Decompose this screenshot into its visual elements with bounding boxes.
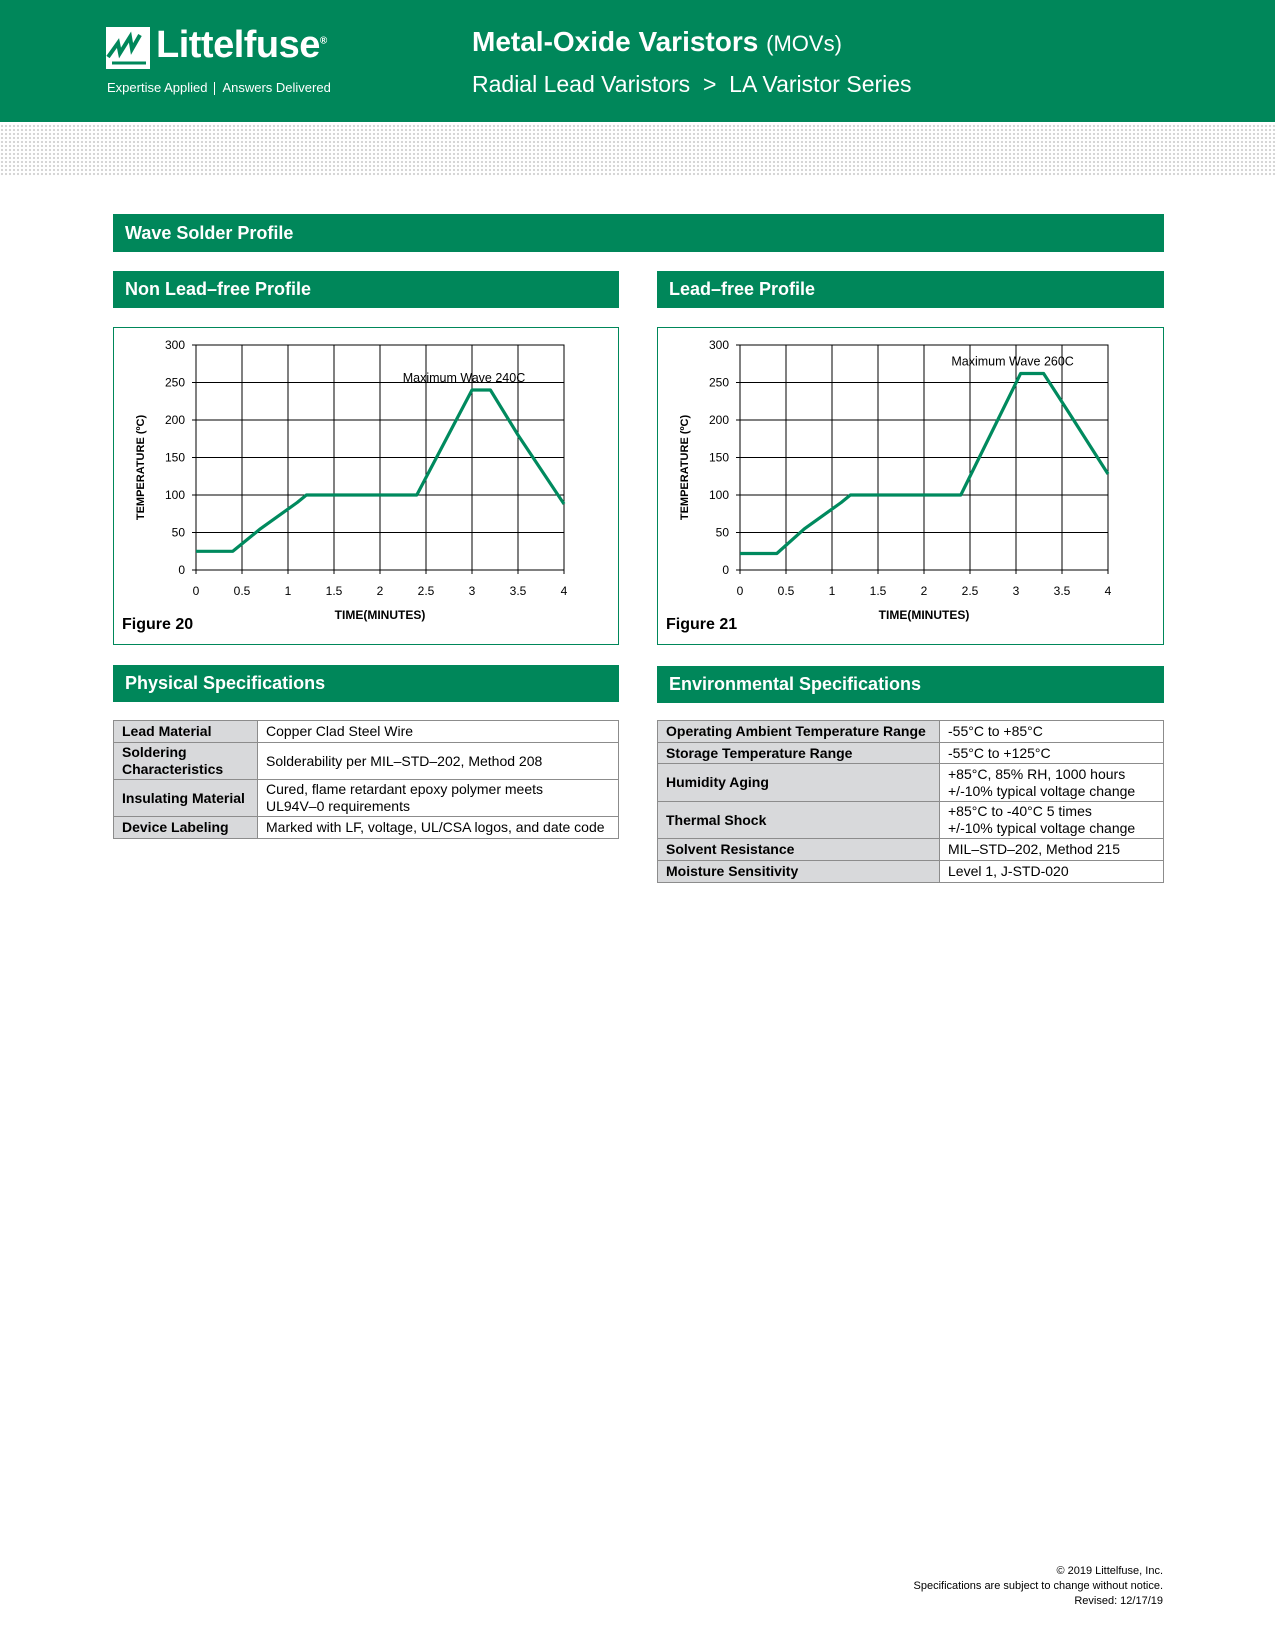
spec-key: Moisture Sensitivity — [658, 861, 940, 883]
x-tick-label: 3.5 — [1053, 584, 1071, 598]
x-tick-label: 3 — [1012, 584, 1020, 598]
x-tick-label: 0.5 — [233, 584, 251, 598]
chart-lead-free — [657, 327, 1164, 645]
y-tick-label: 100 — [708, 488, 729, 502]
spec-value: Level 1, J-STD-020 — [940, 861, 1164, 883]
spec-key: Soldering Characteristics — [114, 743, 258, 780]
table-row — [658, 764, 1164, 802]
spec-key: Insulating Material — [114, 780, 258, 817]
section-lead-free: Lead–free Profile — [657, 271, 1164, 308]
x-tick-label: 0 — [192, 584, 200, 598]
section-wave-solder: Wave Solder Profile — [113, 214, 1164, 252]
x-tick-label: 1 — [828, 584, 836, 598]
spec-key: Device Labeling — [114, 817, 258, 839]
spec-value: -55°C to +85°C — [940, 721, 1164, 743]
spec-value: Copper Clad Steel Wire — [258, 721, 619, 743]
disclaimer: Specifications are subject to change without notice. — [913, 1580, 1163, 1592]
spec-key: Operating Ambient Temperature Range — [658, 721, 940, 743]
table-row — [114, 817, 619, 839]
y-tick-label: 250 — [708, 375, 729, 390]
table-row — [658, 839, 1164, 861]
y-tick-label: 200 — [164, 413, 185, 427]
x-tick-label: 2.5 — [961, 584, 979, 598]
tagline-right: Answers Delivered — [222, 80, 331, 95]
tagline-divider — [214, 82, 215, 95]
spec-value: +85°C, 85% RH, 1000 hours +/-10% typical voltage change — [940, 764, 1164, 802]
tagline — [107, 80, 331, 95]
table-row — [114, 743, 619, 780]
annotation-label: Maximum Wave 240C — [402, 371, 526, 385]
figure-label: Figure 21 — [666, 616, 738, 633]
y-axis-label: TEMPERATURE (ºC) — [679, 414, 691, 521]
spec-key: Thermal Shock — [658, 802, 940, 839]
x-tick-label: 1.5 — [325, 584, 343, 598]
copyright: © 2019 Littelfuse, Inc. — [1056, 1565, 1163, 1577]
x-tick-label: 0.5 — [777, 584, 795, 598]
chart-svg — [658, 328, 1165, 646]
y-tick-label: 150 — [164, 450, 185, 465]
x-tick-label: 2 — [376, 584, 384, 598]
x-tick-label: 4 — [560, 584, 568, 598]
environmental-specs-table — [657, 720, 1164, 883]
spec-value: Cured, flame retardant epoxy polymer meets UL94V–0 requirements — [258, 780, 619, 817]
figure-label: Figure 20 — [122, 616, 194, 633]
spec-value: +85°C to -40°C 5 times +/-10% typical voltage change — [940, 802, 1164, 839]
page-footer — [914, 1564, 1163, 1609]
spec-value: Solderability per MIL–STD–202, Method 208 — [258, 743, 619, 780]
chart-non-lead-free — [113, 327, 619, 645]
chart-svg — [114, 328, 620, 646]
revised-date: Revised: 12/17/19 — [1074, 1595, 1163, 1607]
page-header — [0, 0, 1275, 122]
y-tick-label: 250 — [164, 375, 185, 390]
document-title: Metal-Oxide Varistors (MOVs) — [472, 26, 842, 57]
section-environmental: Environmental Specifications — [657, 666, 1164, 703]
spec-value: MIL–STD–202, Method 215 — [940, 839, 1164, 861]
dot-pattern-band — [0, 124, 1275, 176]
y-tick-label: 100 — [164, 488, 185, 502]
table-row — [658, 721, 1164, 743]
annotation-label: Maximum Wave 260C — [951, 354, 1074, 369]
table-row — [658, 743, 1164, 764]
spec-value: Marked with LF, voltage, UL/CSA logos, and date code — [258, 817, 619, 839]
y-tick-label: 200 — [708, 413, 729, 427]
x-axis-label: TIME(MINUTES) — [878, 608, 970, 622]
logo-wordmark: Littelfuse® — [156, 24, 327, 66]
x-tick-label: 0 — [736, 584, 744, 598]
document-subtitle: Radial Lead Varistors > LA Varistor Series — [472, 71, 912, 97]
littelfuse-logo-icon — [106, 27, 150, 69]
x-tick-label: 4 — [1104, 584, 1112, 598]
y-tick-label: 0 — [722, 563, 729, 577]
x-tick-label: 1.5 — [869, 584, 887, 598]
spec-key: Solvent Resistance — [658, 839, 940, 861]
table-row — [114, 780, 619, 817]
y-tick-label: 150 — [708, 450, 729, 465]
y-tick-label: 0 — [178, 563, 185, 577]
physical-specs-table — [113, 720, 619, 839]
spec-key: Humidity Aging — [658, 764, 940, 802]
table-row — [658, 802, 1164, 839]
spec-key: Storage Temperature Range — [658, 743, 940, 764]
x-tick-label: 3.5 — [509, 584, 527, 598]
table-row — [658, 861, 1164, 883]
section-non-lead-free: Non Lead–free Profile — [113, 271, 619, 308]
table-row — [114, 721, 619, 743]
x-tick-label: 2 — [920, 584, 928, 598]
y-tick-label: 300 — [164, 338, 185, 352]
y-tick-label: 50 — [171, 525, 185, 540]
y-tick-label: 50 — [715, 525, 729, 540]
x-tick-label: 2.5 — [417, 584, 435, 598]
x-tick-label: 3 — [468, 584, 476, 598]
x-axis-label: TIME(MINUTES) — [334, 608, 426, 622]
spec-value: -55°C to +125°C — [940, 743, 1164, 764]
y-tick-label: 300 — [708, 338, 729, 352]
spec-key: Lead Material — [114, 721, 258, 743]
section-physical: Physical Specifications — [113, 665, 619, 702]
y-axis-label: TEMPERATURE (ºC) — [135, 414, 147, 521]
tagline-left: Expertise Applied — [107, 80, 208, 95]
x-tick-label: 1 — [284, 584, 292, 598]
